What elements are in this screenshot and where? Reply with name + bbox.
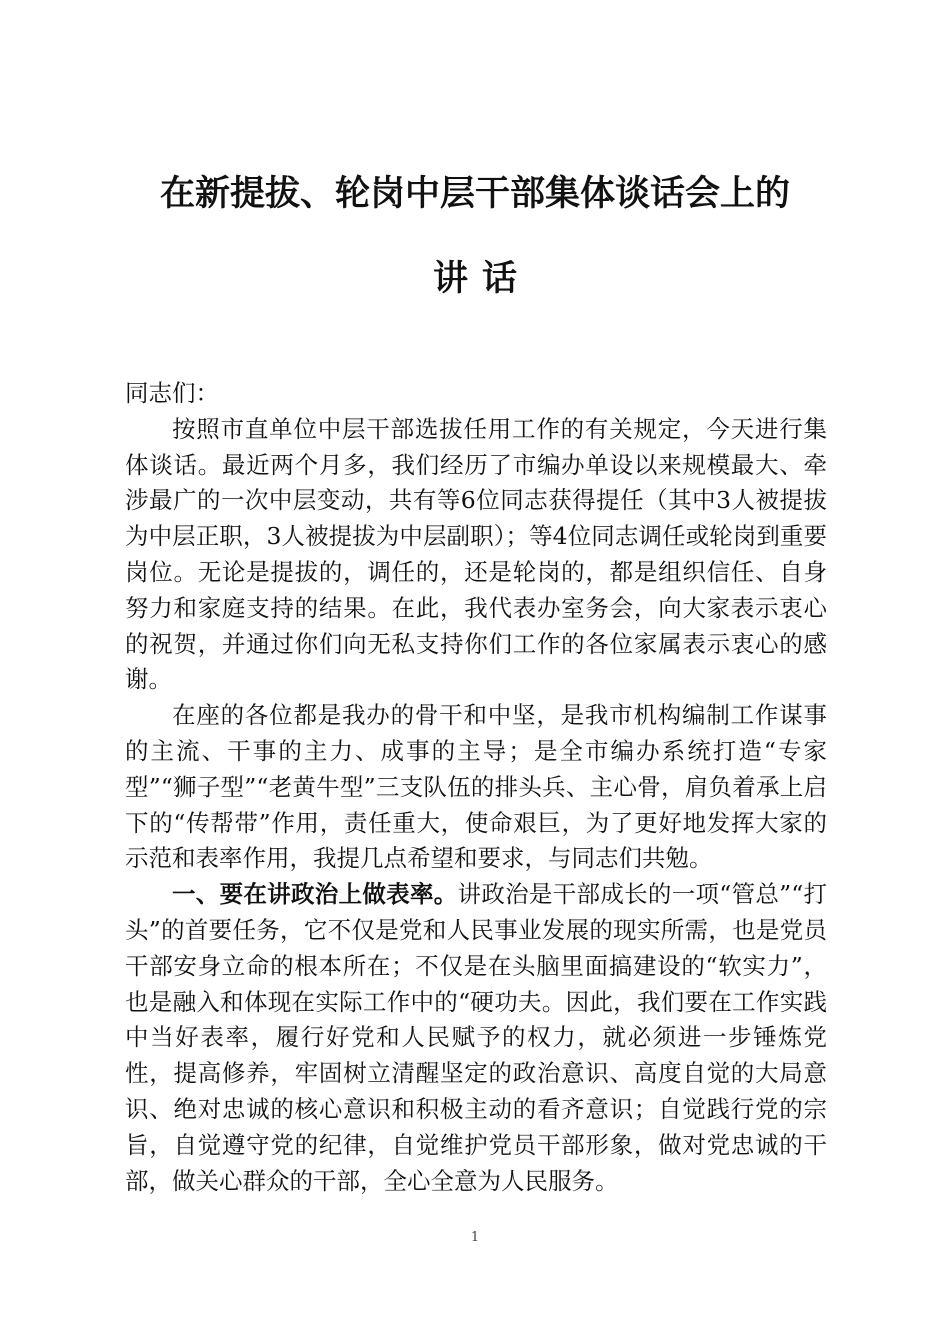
document-title-line2: 讲话: [432, 258, 531, 299]
section-1-text: 讲政治是干部成长的一项“管总”“打头”的首要任务，它不仅是党和人民事业发展的现实所需，也是党员干部安身立命的根本所在；不仅是在头脑里面搞建设的“软实力”，也是融入和体现在实际工作中的“硬功夫。因此，我们要在工作实践中当好表率，履行好党和人民赋予的权力，就必须进一步锤炼党性，提高修养，牢固树立清醒坚定的政治意识、高度自觉的大局意识、绝对忠诚的核心意识和积极主动的看齐意识；自觉践行党的宗旨，自觉遵守党的纪律，自觉维护党员干部形象，做对党忠诚的干部，做关心群众的干部，全心全意为人民服务。: [125, 880, 828, 1195]
paragraph-1: 按照市直单位中层干部选拔任用工作的有关规定，今天进行集体谈话。最近两个月多，我们经历了市编办单设以来规模最大、牵涉最广的一次中层变动，共有等6位同志获得提任（其中3人被提拔为中层正职，3人被提拔为中层副职）；等4位同志调任或轮岗到重要岗位。无论是提拔的，调任的，还是轮岗的，都是组织信任、自身努力和家庭支持的结果。在此，我代表办室务会，向大家表示衷心的祝贺，并通过你们向无私支持你们工作的各位家属表示衷心的感谢。: [125, 414, 827, 694]
document-title-line1: 在新提拔、轮岗中层干部集体谈话会上的: [159, 173, 790, 214]
document-body: [125, 376, 827, 1199]
section-1-paragraph: [125, 877, 827, 1199]
page-number: 1: [470, 1230, 480, 1245]
paragraph-2: 在座的各位都是我办的骨干和中坚，是我市机构编制工作谋事的主流、干事的主力、成事的主导；是全市编办系统打造“专家型”“狮子型”“老黄牛型”三支队伍的排头兵、主心骨，肩负着承上启下的“传帮带”作用，责任重大，使命艰巨，为了更好地发挥大家的示范和表率作用，我提几点希望和要求，与同志们共勉。: [125, 701, 827, 873]
salutation: 同志们：: [125, 379, 219, 407]
section-1-heading: 一、要在讲政治上做表率。: [172, 880, 458, 909]
